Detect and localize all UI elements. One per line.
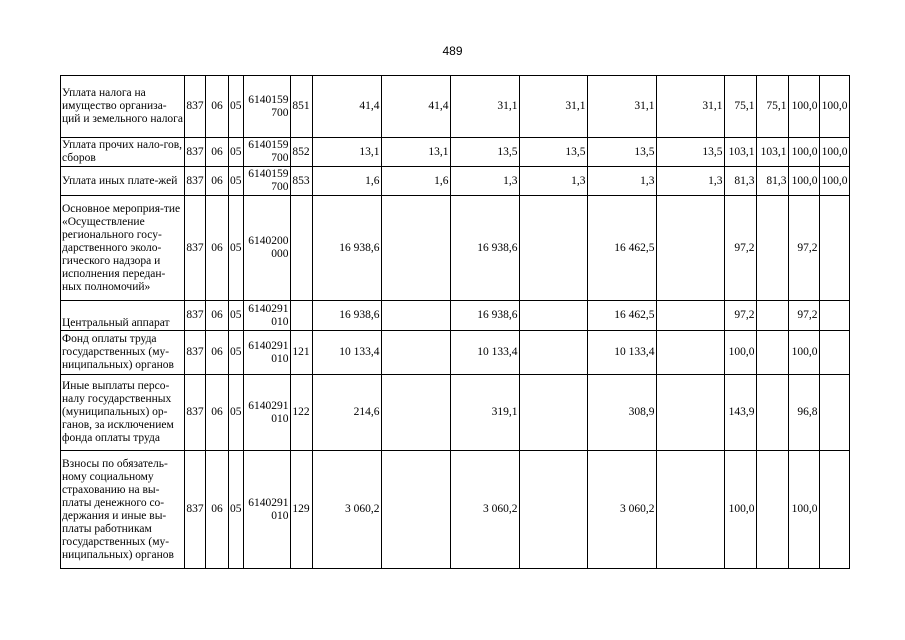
- target-article-code-part: 6140291: [248, 399, 289, 412]
- value-cell: [756, 375, 788, 451]
- value-cell: 143,9: [724, 375, 756, 451]
- value-cell: [381, 451, 450, 569]
- target-article-code: [243, 138, 290, 167]
- value-cell: 10 133,4: [312, 331, 381, 375]
- value-cell: 13,1: [312, 138, 381, 167]
- value-cell: 1,3: [587, 167, 656, 196]
- row-name: Иные выплаты персо-налу государственных (муниципальных) ор-ганов, за исключением фонда оплаты труда: [61, 375, 185, 451]
- target-article-code: [243, 301, 290, 331]
- value-cell: 97,2: [788, 196, 819, 301]
- section-code: 06: [206, 331, 229, 375]
- subsection-code: 05: [229, 76, 244, 138]
- value-cell: [819, 196, 849, 301]
- value-cell: 100,0: [819, 167, 849, 196]
- value-cell: 96,8: [788, 375, 819, 451]
- value-cell: 13,5: [587, 138, 656, 167]
- value-cell: [519, 375, 587, 451]
- value-cell: [656, 331, 724, 375]
- expense-type-code: [290, 196, 312, 301]
- target-article-code-part: 6140159: [248, 93, 289, 106]
- section-code: 06: [206, 451, 229, 569]
- value-cell: 31,1: [656, 76, 724, 138]
- grbs-code: 837: [185, 196, 206, 301]
- value-cell: [756, 301, 788, 331]
- value-cell: 16 938,6: [312, 301, 381, 331]
- subsection-code: 05: [229, 167, 244, 196]
- grbs-code: 837: [185, 138, 206, 167]
- target-article-code-part: 6140291: [248, 339, 289, 352]
- value-cell: 31,1: [450, 76, 519, 138]
- value-cell: 100,0: [788, 76, 819, 138]
- value-cell: [519, 331, 587, 375]
- value-cell: [819, 331, 849, 375]
- page-number: 489: [442, 44, 463, 58]
- target-article-code-part: 6140291: [248, 496, 289, 509]
- target-article-code-part: 6140159: [248, 139, 289, 151]
- value-cell: 16 462,5: [587, 301, 656, 331]
- expense-type-code: 129: [290, 451, 312, 569]
- row-name: Основное мероприя-тие «Осуществление регионального госу-дарственного эколо-гического надзора и исполнения передан-ных полномочий»: [61, 196, 185, 301]
- expense-type-code: 853: [290, 167, 312, 196]
- section-code: 06: [206, 196, 229, 301]
- value-cell: 97,2: [724, 301, 756, 331]
- target-article-code: [243, 196, 290, 301]
- table-row: [61, 167, 850, 196]
- value-cell: [381, 196, 450, 301]
- value-cell: [656, 451, 724, 569]
- target-article-code-part: 010: [271, 412, 289, 425]
- value-cell: 100,0: [788, 451, 819, 569]
- budget-table: [60, 75, 850, 569]
- value-cell: [519, 196, 587, 301]
- value-cell: 97,2: [788, 301, 819, 331]
- table-row: [61, 76, 850, 138]
- value-cell: 31,1: [519, 76, 587, 138]
- value-cell: 81,3: [724, 167, 756, 196]
- value-cell: 75,1: [756, 76, 788, 138]
- value-cell: 97,2: [724, 196, 756, 301]
- value-cell: 103,1: [756, 138, 788, 167]
- target-article-code: [243, 451, 290, 569]
- grbs-code: 837: [185, 375, 206, 451]
- target-article-code-part: 700: [271, 152, 289, 164]
- target-article-code-part: 6140200: [248, 235, 289, 247]
- value-cell: 1,6: [312, 167, 381, 196]
- grbs-code: 837: [185, 167, 206, 196]
- grbs-code: 837: [185, 76, 206, 138]
- value-cell: 41,4: [381, 76, 450, 138]
- value-cell: 319,1: [450, 375, 519, 451]
- value-cell: 100,0: [724, 331, 756, 375]
- row-name: Взносы по обязатель-ному социальному страхованию на вы-платы денежного со-держания и иные вы-платы работникам государственных (му-ниципальных) органов: [61, 451, 185, 569]
- value-cell: [519, 451, 587, 569]
- value-cell: 13,1: [381, 138, 450, 167]
- value-cell: 214,6: [312, 375, 381, 451]
- value-cell: 100,0: [724, 451, 756, 569]
- value-cell: [381, 375, 450, 451]
- value-cell: 1,3: [656, 167, 724, 196]
- value-cell: 3 060,2: [450, 451, 519, 569]
- value-cell: [819, 375, 849, 451]
- value-cell: 75,1: [724, 76, 756, 138]
- value-cell: 1,3: [519, 167, 587, 196]
- value-cell: 1,3: [450, 167, 519, 196]
- value-cell: 10 133,4: [450, 331, 519, 375]
- value-cell: [756, 451, 788, 569]
- value-cell: 16 938,6: [450, 301, 519, 331]
- target-article-code: [243, 167, 290, 196]
- section-code: 06: [206, 167, 229, 196]
- value-cell: 100,0: [819, 76, 849, 138]
- value-cell: 100,0: [788, 331, 819, 375]
- value-cell: 31,1: [587, 76, 656, 138]
- value-cell: 10 133,4: [587, 331, 656, 375]
- value-cell: [819, 301, 849, 331]
- value-cell: 81,3: [756, 167, 788, 196]
- target-article-code: [243, 76, 290, 138]
- value-cell: 308,9: [587, 375, 656, 451]
- target-article-code-part: 6140291: [248, 302, 289, 315]
- value-cell: [381, 301, 450, 331]
- target-article-code-part: 700: [271, 181, 289, 193]
- value-cell: 16 938,6: [450, 196, 519, 301]
- value-cell: [519, 301, 587, 331]
- table-row: [61, 138, 850, 167]
- grbs-code: 837: [185, 451, 206, 569]
- table-row: [61, 331, 850, 375]
- row-name: Фонд оплаты труда государственных (му-ниципальных) органов: [61, 331, 185, 375]
- expense-type-code: 122: [290, 375, 312, 451]
- value-cell: [656, 196, 724, 301]
- value-cell: 100,0: [788, 138, 819, 167]
- target-article-code-part: 010: [271, 315, 289, 328]
- value-cell: [656, 375, 724, 451]
- value-cell: 13,5: [450, 138, 519, 167]
- value-cell: [381, 331, 450, 375]
- value-cell: [656, 301, 724, 331]
- expense-type-code: 851: [290, 76, 312, 138]
- table-row: [61, 196, 850, 301]
- target-article-code-part: 000: [271, 248, 289, 260]
- grbs-code: 837: [185, 331, 206, 375]
- value-cell: 13,5: [519, 138, 587, 167]
- subsection-code: 05: [229, 331, 244, 375]
- value-cell: 16 462,5: [587, 196, 656, 301]
- subsection-code: 05: [229, 301, 244, 331]
- value-cell: 100,0: [788, 167, 819, 196]
- target-article-code: [243, 331, 290, 375]
- target-article-code-part: 010: [271, 352, 289, 365]
- value-cell: 100,0: [819, 138, 849, 167]
- expense-type-code: 121: [290, 331, 312, 375]
- target-article-code-part: 700: [271, 106, 289, 119]
- subsection-code: 05: [229, 196, 244, 301]
- value-cell: 41,4: [312, 76, 381, 138]
- value-cell: 3 060,2: [587, 451, 656, 569]
- expense-type-code: [290, 301, 312, 331]
- subsection-code: 05: [229, 451, 244, 569]
- value-cell: [819, 451, 849, 569]
- row-name: Уплата прочих нало-гов, сборов: [61, 138, 185, 167]
- section-code: 06: [206, 76, 229, 138]
- table-row: [61, 451, 850, 569]
- table-row: [61, 375, 850, 451]
- row-name: Уплата налога на имущество организа-ций и земельного налога: [61, 76, 185, 138]
- section-code: 06: [206, 375, 229, 451]
- value-cell: 3 060,2: [312, 451, 381, 569]
- target-article-code-part: 6140159: [248, 168, 289, 180]
- value-cell: [756, 196, 788, 301]
- subsection-code: 05: [229, 375, 244, 451]
- target-article-code-part: 010: [271, 509, 289, 522]
- value-cell: [756, 331, 788, 375]
- value-cell: 1,6: [381, 167, 450, 196]
- row-name: Уплата иных плате-жей: [61, 167, 185, 196]
- section-code: 06: [206, 301, 229, 331]
- value-cell: 103,1: [724, 138, 756, 167]
- target-article-code: [243, 375, 290, 451]
- section-code: 06: [206, 138, 229, 167]
- expense-type-code: 852: [290, 138, 312, 167]
- row-name: Центральный аппарат: [61, 301, 185, 331]
- subsection-code: 05: [229, 138, 244, 167]
- value-cell: 13,5: [656, 138, 724, 167]
- grbs-code: 837: [185, 301, 206, 331]
- value-cell: 16 938,6: [312, 196, 381, 301]
- table-row: [61, 301, 850, 331]
